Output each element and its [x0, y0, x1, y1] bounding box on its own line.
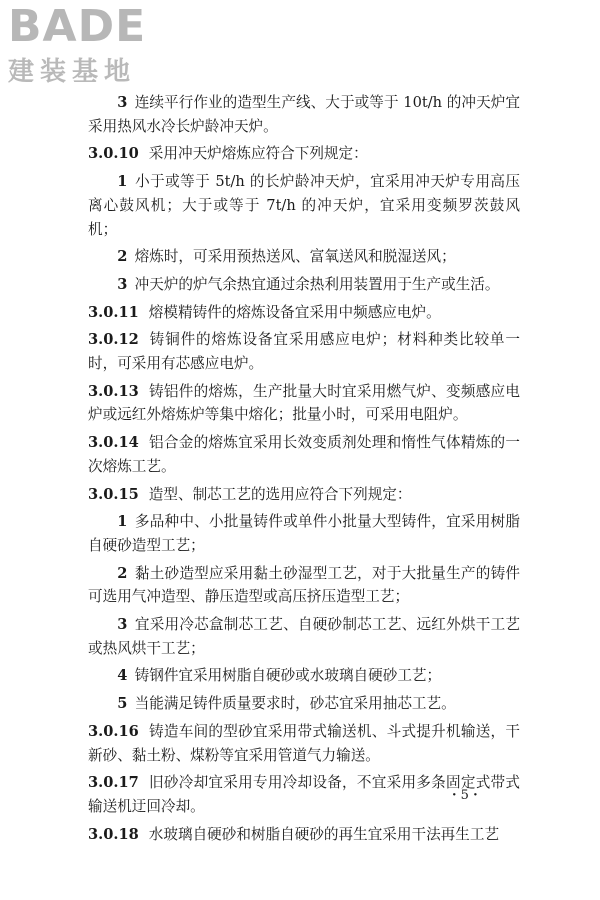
clause-number: 3.0.13: [88, 382, 139, 400]
item-number: 3: [117, 275, 128, 293]
item-number: 2: [117, 248, 128, 266]
list-item: [88, 245, 520, 269]
paragraph-text: 熔模精铸件的熔炼设备宜采用中频感应电炉。: [148, 303, 441, 321]
document-body: [88, 91, 520, 850]
clause-number: 3.0.15: [88, 485, 139, 503]
paragraph-text: 旧砂冷却宜采用专用冷却设备，不宜采用多条固定式带式输送机迂回冷却。: [88, 774, 520, 815]
item-number: 1: [117, 513, 128, 531]
item-number: 4: [117, 667, 128, 685]
logo-subtitle: 建装基地: [8, 57, 137, 87]
paragraph-text: 铸造车间的型砂宜采用带式输送机、斗式提升机输送，干新砂、黏土粉、煤粉等宜采用管道气力输送。: [88, 722, 520, 764]
clause-number: 3.0.18: [88, 825, 139, 843]
paragraph-text: 当能满足铸件质量要求时，砂芯宜采用抽芯工艺。: [134, 695, 456, 713]
page-number-value: 5: [460, 788, 469, 803]
item-number: 1: [117, 173, 128, 191]
list-item: [88, 510, 520, 557]
paragraph-text: 连续平行作业的造型生产线、大于或等于 10t/h 的冲天炉宜采用热风水冷长炉龄冲天炉。: [88, 94, 520, 135]
list-item: [88, 664, 520, 688]
paragraph-text: 铸铜件的熔炼设备宜采用感应电炉；材料种类比较单一时，可采用有芯感应电炉。: [88, 331, 520, 373]
clause-paragraph: [88, 431, 520, 478]
clause-paragraph: [88, 142, 520, 166]
clause-number: 3.0.17: [88, 774, 139, 792]
paragraph-text: 造型、制芯工艺的选用应符合下列规定：: [148, 485, 412, 503]
item-number: 3: [117, 616, 128, 634]
clause-paragraph: [88, 720, 520, 767]
clause-paragraph: [88, 380, 520, 427]
item-number: 3: [117, 94, 128, 111]
clause-paragraph: [88, 823, 520, 847]
paragraph-text: 黏土砂造型应采用黏土砂湿型工艺，对于大批量生产的铸件可选用气冲造型、静压造型或高压挤压造型工艺；: [88, 564, 520, 606]
paragraph-text: 冲天炉的炉气余热宜通过余热利用装置用于生产或生活。: [134, 275, 500, 293]
paragraph-text: 铸铝件的熔炼，生产批量大时宜采用燃气炉、变频感应电炉或远红外熔炼炉等集中熔化；批量小时，可采用电阻炉。: [88, 382, 520, 424]
paragraph-text: 宜采用冷芯盒制芯工艺、自硬砂制芯工艺、远红外烘干工艺或热风烘干工艺；: [88, 616, 520, 657]
paragraph-text: 熔炼时，可采用预热送风、富氧送风和脱湿送风；: [134, 248, 456, 266]
clause-number: 3.0.10: [88, 145, 139, 163]
item-number: 5: [117, 695, 128, 713]
list-item: [88, 273, 520, 297]
clause-number: 3.0.16: [88, 722, 139, 740]
list-item: [88, 562, 520, 609]
item-number: 2: [117, 564, 128, 582]
paragraph-text: 多品种中、小批量铸件或单件小批量大型铸件，宜采用树脂自硬砂造型工艺；: [88, 513, 520, 554]
watermark-logo: [8, 1, 178, 92]
paragraph-text: 采用冲天炉熔炼应符合下列规定：: [148, 145, 368, 163]
page-number: [452, 788, 478, 803]
paragraph-text: 铝合金的熔炼宜采用长效变质剂处理和惰性气体精炼的一次熔炼工艺。: [88, 434, 520, 475]
clause-paragraph: [88, 301, 520, 325]
clause-number: 3.0.12: [88, 331, 139, 349]
list-item: [88, 692, 520, 716]
list-item: [88, 170, 520, 241]
clause-paragraph: [88, 483, 520, 507]
clause-paragraph: [88, 328, 520, 375]
page-dot-left: ·: [452, 788, 457, 803]
page-dot-right: ·: [473, 788, 478, 803]
paragraph-text: 铸钢件宜采用树脂自硬砂或水玻璃自硬砂工艺；: [134, 667, 442, 685]
clause-number: 3.0.11: [88, 303, 139, 321]
logo-wordmark: BADE: [8, 1, 147, 52]
clause-number: 3.0.14: [88, 434, 139, 452]
paragraph-text: 水玻璃自硬砂和树脂自硬砂的再生宜采用干法再生工艺: [148, 825, 500, 843]
paragraph-text: 小于或等于 5t/h 的长炉龄冲天炉，宜采用冲天炉专用高压离心鼓风机；大于或等于 7t/h 的冲天炉，宜采用变频罗茨鼓风机；: [88, 173, 520, 238]
list-item: [88, 91, 520, 138]
list-item: [88, 613, 520, 660]
